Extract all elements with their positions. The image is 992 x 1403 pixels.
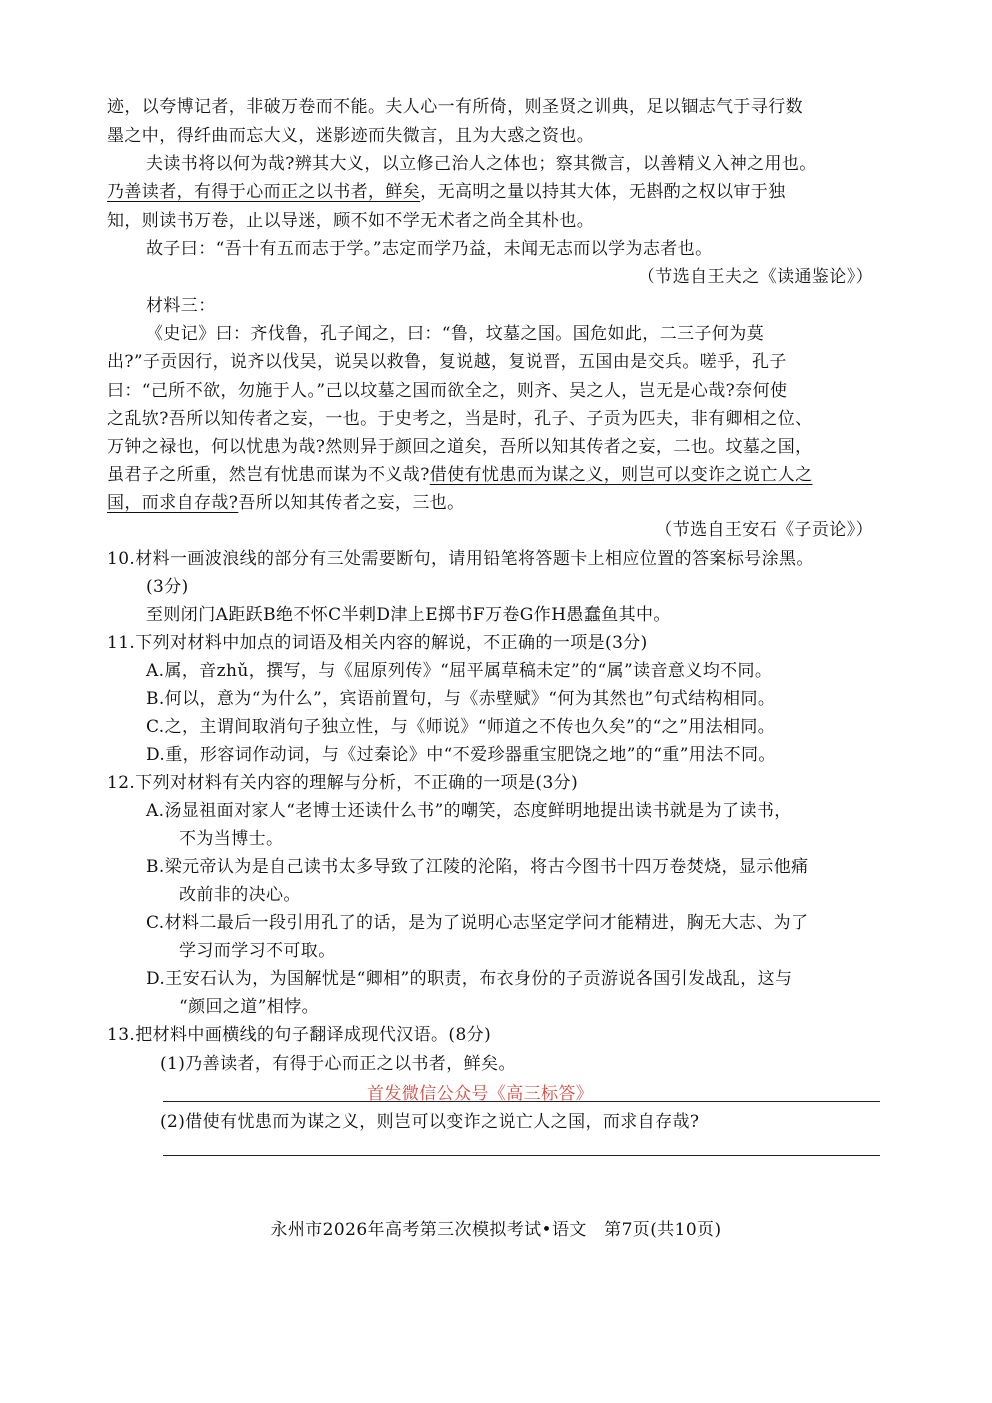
question-13-sentence-1: (1)乃善读者，有得于心而正之以书者，鲜矣。 xyxy=(160,1054,516,1074)
text-span: 吾所以知其传者之妄，三也。 xyxy=(238,493,465,513)
underlined-sentence: 乃善读者，有得于心而正之以书者，鲜矣 xyxy=(107,182,421,202)
question-11-option-c: C.之，主谓间取消句子独立性，与《师说》“师道之不传也久矣”的“之”用法相同。 xyxy=(146,717,776,737)
question-11-option-a: A.属，音zhǔ，撰写，与《屈原列传》“屈平属草稿未定”的“属”读音意义均不同。 xyxy=(146,661,773,681)
question-12-option-d-cont: “颜回之道”相悖。 xyxy=(179,997,319,1017)
text-span: 虽君子之所重，然岂有忧患而谋为不义哉? xyxy=(107,465,430,485)
text-line xyxy=(107,178,887,206)
text-line: 曰：“己所不欲，勿施于人。”己以坟墓之国而欲全之，则齐、吴之人，岂无是心哉?奈何使 xyxy=(107,381,788,401)
question-10-sentence: 至则闭门A距跃B绝不怀C半剌D津上E掷书F万卷G作H愚蠢鱼其中。 xyxy=(146,605,671,625)
text-line: 之乱欤?吾所以知传者之妄，一也。于史考之，当是时，孔子、子贡为匹夫，非有卿相之位、 xyxy=(107,409,813,429)
question-12-option-c: C.材料二最后一段引用孔了的话，是为了说明心志坚定学问才能精进，胸无大志、为了 xyxy=(146,913,809,933)
text-line: 故子曰：“吾十有五而志于学。”志定而学乃益，未闻无志而以学为志者也。 xyxy=(146,239,713,259)
page-footer: 永州市2026年高考第三次模拟考试•语文 第7页(共10页) xyxy=(270,1220,722,1240)
text-line: 万钟之禄也，何以忧患为哉?然则异于颜回之道矣，吾所以知其传者之妄，二也。坟墓之国， xyxy=(107,437,813,457)
question-13-sentence-2: (2)借使有忧患而为谋之义，则岂可以变诈之说亡人之国，而求自存哉? xyxy=(160,1112,700,1132)
question-12-option-b-cont: 改前非的决心。 xyxy=(179,885,301,905)
text-line: 出?”子贡因行，说齐以伐吴，说吴以救鲁，复说越，复说晋，五国由是交兵。嗟乎，孔子 xyxy=(107,352,787,372)
question-13-stem: 13.把材料中画横线的句子翻译成现代汉语。(8分) xyxy=(107,1025,492,1045)
text-line: 夫读书将以何为哉?辨其大义，以立修己治人之体也；察其微言，以善精义入神之用也。 xyxy=(146,154,817,174)
question-10-stem: 10.材料一画波浪线的部分有三处需要断句，请用铅笔将答题卡上相应位置的答案标号涂黑。 xyxy=(107,549,814,569)
text-line: 迹，以夸博记者，非破万卷而不能。夫人心一有所倚，则圣贤之训典，足以锢志气于寻行数 xyxy=(107,97,803,117)
text-line xyxy=(107,489,887,517)
text-span: ，无高明之量以持其大体，无斟酌之权以审于独 xyxy=(420,182,786,202)
watermark: 首发微信公众号《高三标答》 xyxy=(367,1084,594,1104)
source-citation: （节选自王安石《子贡论》） xyxy=(655,520,873,540)
question-12-option-b: B.梁元帝认为是自己读书太多导致了江陵的沦陷，将古今图书十四万卷焚烧，显示他痛 xyxy=(146,857,809,877)
answer-line-2[interactable] xyxy=(163,1155,880,1156)
text-line: 知，则读书万卷，止以导迷，顾不如不学无术者之尚全其朴也。 xyxy=(107,211,595,231)
question-12-option-a-cont: 不为当博士。 xyxy=(179,829,284,849)
text-line xyxy=(107,461,887,489)
source-citation: （节选自王夫之《读通鉴论》） xyxy=(637,267,873,287)
question-11-option-d: D.重，形容词作动词，与《过秦论》中“不爱珍器重宝肥饶之地”的“重”用法不同。 xyxy=(146,745,776,765)
question-12-option-c-cont: 学习而学习不可取。 xyxy=(179,941,336,961)
text-line: 墨之中，得纤曲而忘大义，迷影迹而失微言，且为大惑之资也。 xyxy=(107,126,595,146)
question-11-option-b: B.何以，意为“为什么”，宾语前置句，与《赤壁赋》“何为其然也”句式结构相同。 xyxy=(146,689,776,709)
material-label: 材料三： xyxy=(146,296,216,316)
question-12-option-a: A.汤显祖面对家人“老博士还读什么书”的嘲笑，态度鲜明地提出读书就是为了读书， xyxy=(146,801,792,821)
answer-line-1[interactable] xyxy=(163,1101,880,1102)
underlined-sentence: 借使有忧患而为谋之义，则岂可以变诈之说亡人之 xyxy=(429,465,813,485)
question-10-score: (3分) xyxy=(146,577,189,597)
text-line: 《史记》曰：齐伐鲁，孔子闻之，曰：“鲁，坟墓之国。国危如此，二三子何为莫 xyxy=(146,324,765,344)
question-12-stem: 12.下列对材料有关内容的理解与分析，不正确的一项是(3分) xyxy=(107,773,579,793)
question-12-option-d: D.王安石认为，为国解忧是“卿相”的职责，布衣身份的子贡游说各国引发战乱，这与 xyxy=(146,969,793,989)
question-11-stem: 11.下列对材料中加点的词语及相关内容的解说，不正确的一项是(3分) xyxy=(107,633,648,653)
underlined-sentence: 国，而求自存哉? xyxy=(107,493,239,513)
